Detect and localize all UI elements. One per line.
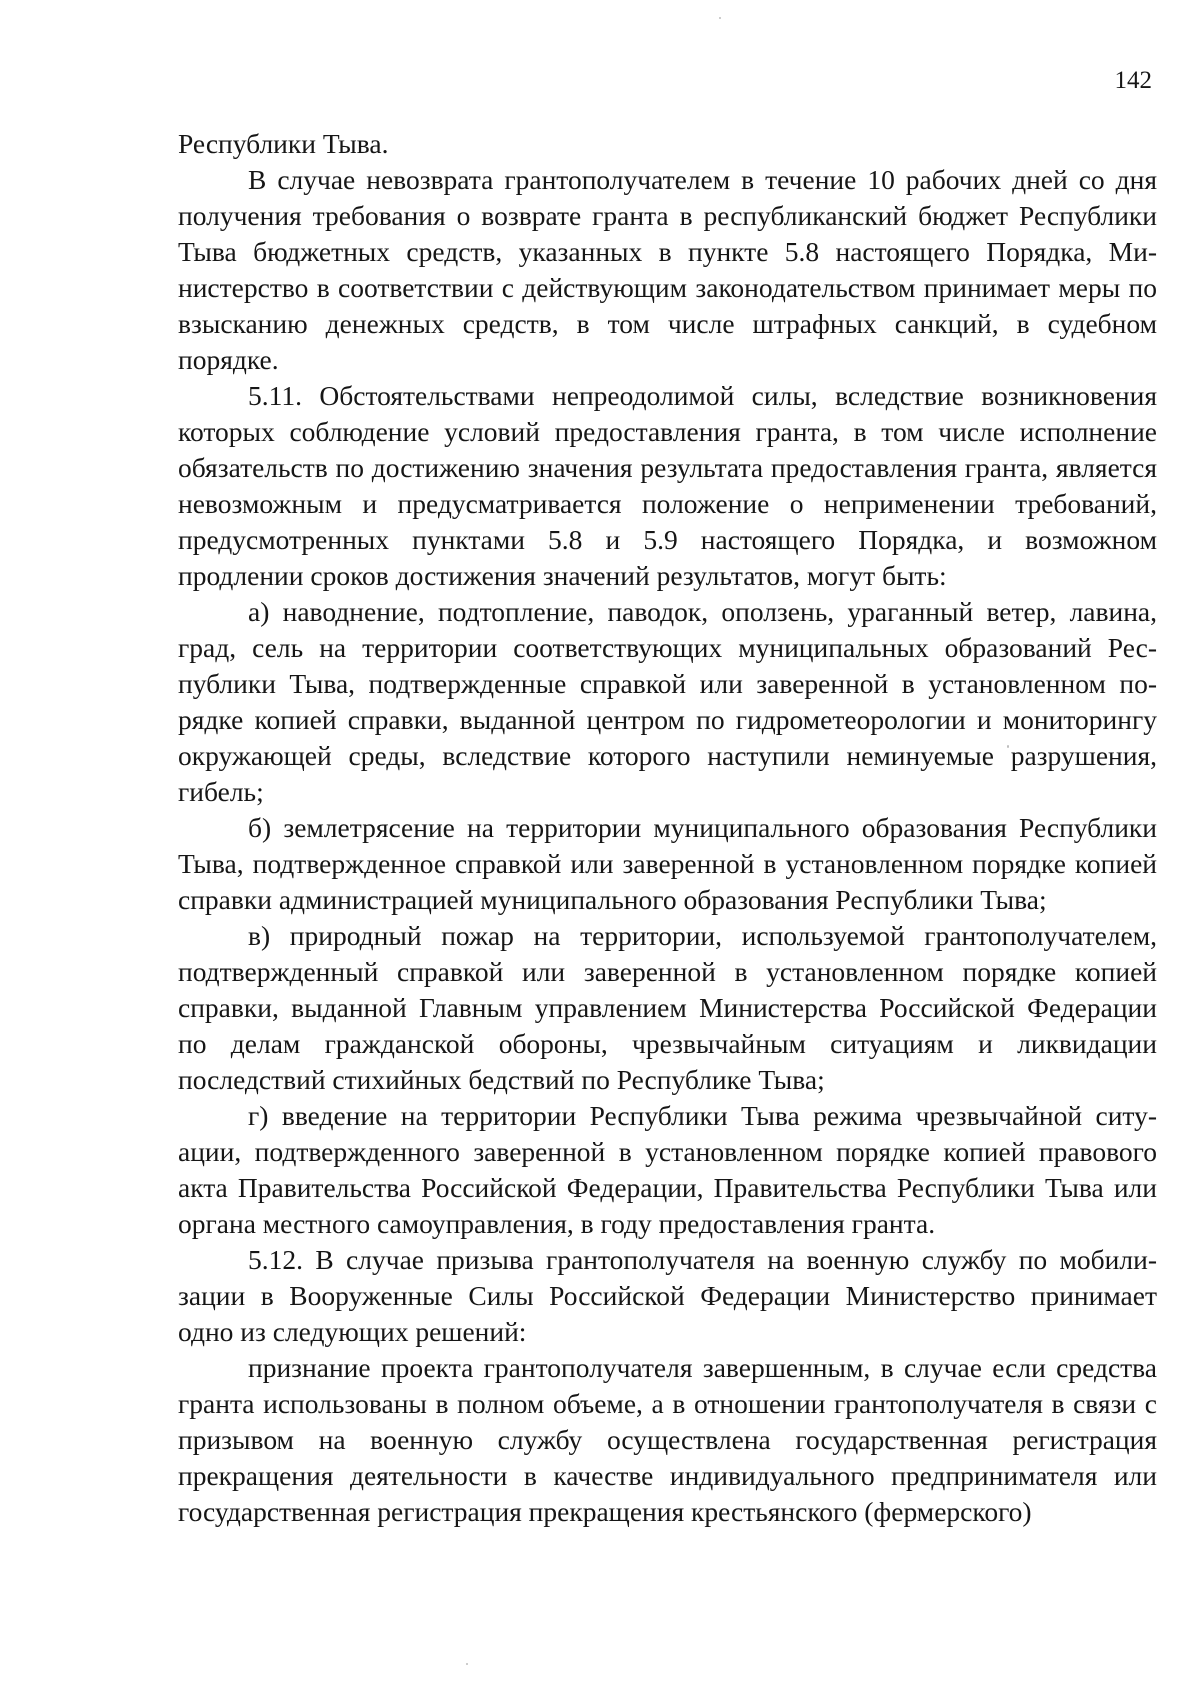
paragraph-item-v-wildfire: в) природный пожар на территории, используемой грантополучателем, подтвержденный справкой или заверенной в установленном порядке копией справки, выданной Главным управлением Министерства Российской Федерации по делам гражданской обороны, чрезвычайным ситуациям и ликвидации последствий стихийных бедствий по Республике Тыва; [178, 920, 1157, 1095]
paragraph-mobilization-5-12: 5.12. В случае призыва грантополучателя на военную службу по мобилизации в Вооруженные Силы Российской Федерации Министерство принимает одно из следующих решений: [178, 1244, 1157, 1347]
paragraph-item-g-emergency-regime: г) введение на территории Республики Тыва режима чрезвычайной ситуации, подтвержденного заверенной в установленном порядке копией правового акта Правительства Российской Федерации, Правительства Республики Тыва или органа местного самоуправления, в году предоставления гранта. [178, 1100, 1157, 1239]
document-body [178, 126, 1157, 1530]
page-number: 142 [1114, 67, 1152, 94]
scan-speck [719, 17, 721, 19]
paragraph-item-b-earthquake: б) землетрясение на территории муниципального образования Республики Тыва, подтвержденное справкой или заверенной в установленном порядке копией справки администрацией муниципального образования Республики Тыва; [178, 812, 1157, 915]
paragraph-force-majeure-5-11: 5.11. Обстоятельствами непреодолимой силы, вследствие возникновения которых соблюдение условий предоставления гранта, в том числе исполнение обязательств по достижению значения результата предоставления гранта, является невозможным и предусматривается положение о неприменении требований, предусмотренных пунктами 5.8 и 5.9 настоящего Порядка, и возможном продлении сроков достижения значений результатов, могут быть: [178, 380, 1157, 591]
paragraph-item-a-flood: а) наводнение, подтопление, паводок, оползень, ураганный ветер, лавина, град, сель на территории соответствующих муниципальных образований Республики Тыва, подтвержденные справкой или заверенной в установленном порядке копией справки, выданной центром по гидрометеорологии и мониторингу окружающей среды, вследствие которого наступили неминуемые разрушения, гибель; [178, 596, 1157, 807]
paragraph-project-recognition: признание проекта грантополучателя завершенным, в случае если средства гранта использованы в полном объеме, а в отношении грантополучателя в связи с призывом на военную службу осуществлена государственная регистрация прекращения деятельности в качестве индивидуального предпринимателя или государственная регистрация прекращения крестьянского (фермерского) [178, 1352, 1157, 1527]
paragraph-nonreturn-of-funds: В случае невозврата грантополучателем в течение 10 рабочих дней со дня получения требования о возврате гранта в республиканский бюджет Республики Тыва бюджетных средств, указанных в пункте 5.8 настоящего Порядка, Министерство в соответствии с действующим законодательством принимает меры по взысканию денежных средств, в том числе штрафных санкций, в судебном порядке. [178, 164, 1157, 375]
paragraph-continuation: Республики Тыва. [178, 128, 389, 159]
scan-speck [466, 1663, 468, 1665]
